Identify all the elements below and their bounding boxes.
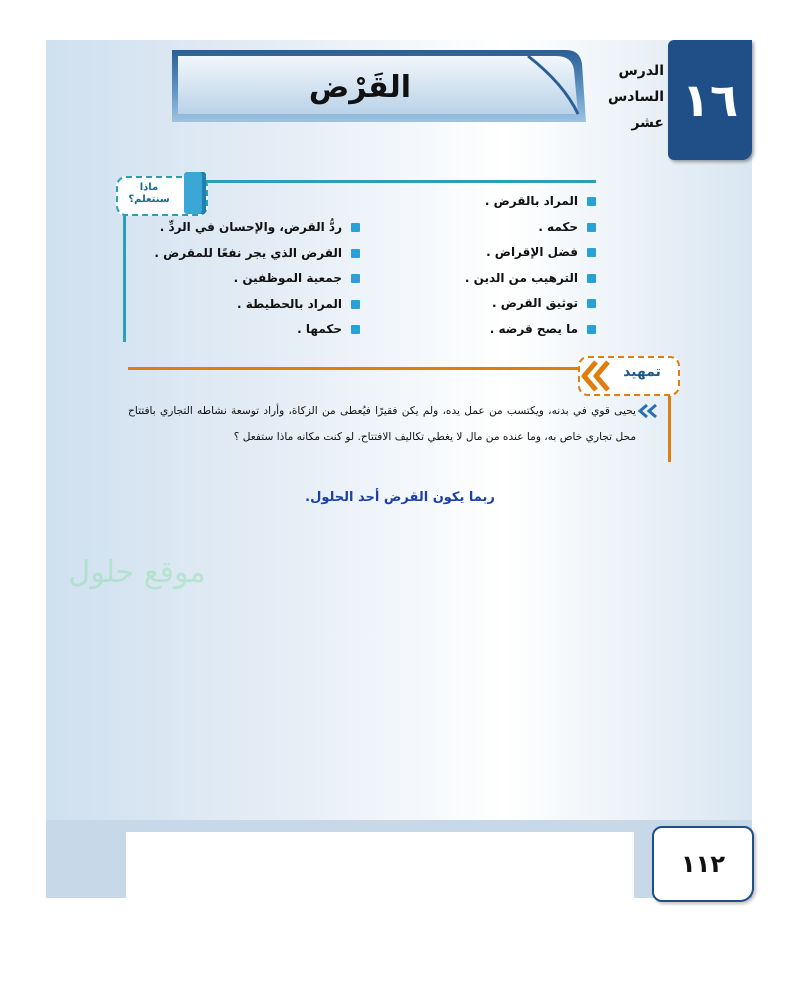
lesson-label-line3: عشر bbox=[631, 115, 664, 131]
bullet-icon bbox=[587, 197, 596, 206]
list-item bbox=[430, 291, 596, 317]
list-item bbox=[140, 292, 360, 318]
bullet-icon bbox=[587, 248, 596, 257]
objective-text: ردُّ القرض، والإحسان في الردِّ . bbox=[159, 220, 342, 234]
objectives-tag-line1: ماذا bbox=[139, 182, 159, 193]
list-item bbox=[430, 215, 596, 241]
objectives-top-border bbox=[196, 180, 596, 183]
list-item bbox=[140, 215, 360, 241]
page-number: ١١٢ bbox=[681, 850, 725, 878]
small-double-chevron-icon bbox=[636, 402, 660, 420]
objective-text: القرض الذي يجر نفعًا للمقرض . bbox=[154, 245, 342, 260]
bullet-icon bbox=[351, 249, 360, 258]
page-background bbox=[46, 40, 752, 898]
list-item bbox=[140, 317, 360, 343]
footer-bar bbox=[126, 832, 634, 898]
answer-text: ربما يكون القرض أحد الحلول. bbox=[305, 490, 495, 505]
list-item bbox=[430, 266, 596, 292]
bullet-icon bbox=[351, 300, 360, 309]
watermark-text: موقع حلول bbox=[68, 555, 206, 590]
objective-text: المراد بالقرض . bbox=[484, 194, 578, 208]
objective-text: جمعية الموظفين . bbox=[233, 271, 342, 286]
objective-text: الترهيب من الدين . bbox=[464, 270, 578, 285]
tamheed-paragraph: يحيى قوي في بدنه، ويكتسب من عمل يده، ولم يكن فقيرًا فيُعطى من الزكاة، وأراد توسعة نشاطه التجاري بافتتاح محل تجاري خاص به، وما عنده من مال لا يغطي تكاليف الافتتاح. لو كنت مكانه ماذا ستفعل ؟ bbox=[128, 405, 636, 443]
tamheed-label: تمهيد bbox=[623, 364, 661, 380]
lesson-label bbox=[590, 58, 664, 136]
list-item bbox=[140, 241, 360, 267]
tamheed-top-border bbox=[128, 367, 588, 370]
double-chevron-icon bbox=[578, 356, 612, 396]
objectives-left-border bbox=[123, 214, 126, 342]
objective-text: حكمه . bbox=[538, 219, 578, 234]
bullet-icon bbox=[587, 299, 596, 308]
list-item bbox=[430, 240, 596, 266]
lesson-label-line2: السادس bbox=[607, 89, 664, 105]
objective-text: حكمها . bbox=[297, 322, 342, 337]
book-icon bbox=[184, 172, 206, 214]
lesson-label-line1: الدرس bbox=[618, 63, 664, 79]
bullet-icon bbox=[587, 274, 596, 283]
lesson-number-badge bbox=[668, 40, 752, 160]
bullet-icon bbox=[351, 274, 360, 283]
objectives-list-right bbox=[430, 189, 596, 343]
objective-text: المراد بالحطيطة . bbox=[236, 296, 342, 311]
objective-text: توثيق القرض . bbox=[491, 296, 578, 311]
objectives-tag-line2: سنتعلم؟ bbox=[128, 194, 170, 205]
objectives-tag-text bbox=[118, 182, 180, 206]
bullet-icon bbox=[351, 223, 360, 232]
lesson-title: القَرْض bbox=[308, 70, 412, 105]
list-item bbox=[140, 266, 360, 292]
list-item bbox=[430, 317, 596, 343]
tamheed-side-border bbox=[668, 392, 671, 462]
objectives-list-left bbox=[140, 215, 360, 343]
lesson-number: ١٦ bbox=[681, 73, 739, 127]
objective-text: ما يصح قرضه . bbox=[489, 321, 578, 336]
objective-text: فضل الإقراض . bbox=[486, 245, 578, 260]
list-item bbox=[430, 189, 596, 215]
page-number-badge bbox=[652, 826, 754, 902]
bullet-icon bbox=[587, 325, 596, 334]
bullet-icon bbox=[587, 223, 596, 232]
bullet-icon bbox=[351, 325, 360, 334]
